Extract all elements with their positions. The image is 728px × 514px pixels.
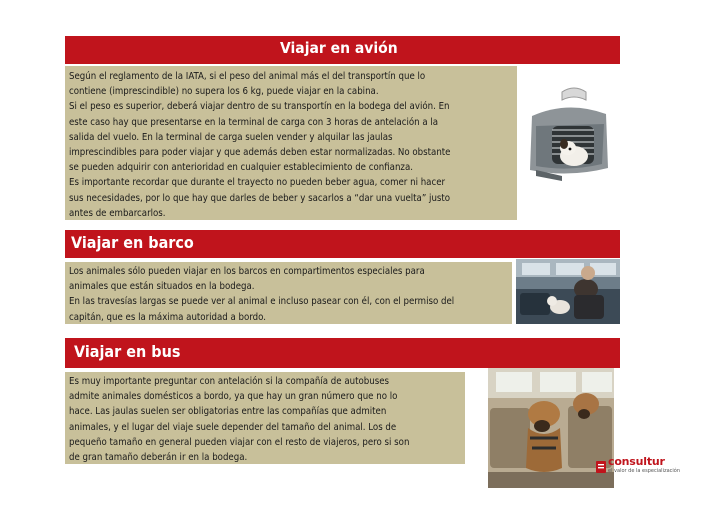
- section-text-barco: [65, 262, 512, 324]
- section-text-avion: [65, 66, 517, 220]
- text-line: hace. Las jaulas suelen ser obligatorias entre las compañías que admiten: [69, 406, 387, 418]
- section-header-avion: [65, 36, 620, 64]
- text-line: este caso hay que presentarse en la terminal de carga con 3 horas de antelación a la: [69, 116, 439, 128]
- text-line: contiene (imprescindible) no supera los 6 kg, puede viajar en la cabina.: [69, 86, 379, 98]
- text-line: imprescindibles para poder viajar y que además deben estar normalizadas. No obstante: [69, 147, 451, 159]
- text-line: En las travesías largas se puede ver al animal e incluso pasear con él, con el permiso del: [69, 296, 455, 308]
- text-line: sus necesidades, por lo que hay que darles de beber y sacarlos a “dar una vuelta” justo: [69, 192, 451, 204]
- consultur-logo: [596, 455, 681, 480]
- logo-name: consultur: [608, 455, 665, 468]
- text-line: animales, y el lugar del viaje suele depender del tamaño del animal. Los de: [69, 421, 397, 433]
- section-header-barco: [65, 230, 620, 258]
- text-line: Según el reglamento de la IATA, si el peso del animal más el del transportín que lo: [69, 71, 426, 82]
- text-line: Es importante recordar que durante el trayecto no pueden beber agua, comer ni hacer: [69, 177, 446, 189]
- text-line: animales que están situados en la bodega.: [69, 281, 255, 293]
- section-header-bus: [65, 338, 620, 368]
- section-text-bus: [65, 372, 465, 464]
- section-title-avion: Viajar en avión: [280, 39, 398, 57]
- text-line: de gran tamaño deberán ir en la bodega.: [69, 452, 248, 464]
- section-title-bus: Viajar en bus: [74, 342, 181, 361]
- text-line: antes de embarcarlos.: [69, 207, 166, 219]
- logo-tagline: el valor de la especialización: [608, 468, 681, 474]
- text-line: Es muy importante preguntar con antelación si la compañía de autobuses: [69, 376, 390, 387]
- text-line: Los animales sólo pueden viajar en los barcos en compartimentos especiales para: [69, 266, 425, 277]
- boat-dog-photo: [516, 259, 620, 324]
- text-line: se pueden adquirir con anterioridad en cualquier establecimiento de confianza.: [69, 162, 413, 174]
- text-line: pequeño tamaño en general pueden viajar con el resto de viajeros, pero si son: [69, 436, 410, 448]
- text-line: Si el peso es superior, deberá viajar dentro de su transportín en la bodega del avión. En: [69, 101, 450, 113]
- pet-carrier-photo: [522, 86, 614, 182]
- text-line: admite animales domésticos a bordo, ya que hay un gran número que no lo: [69, 391, 398, 403]
- text-line: salida del vuelo. En la terminal de carga suelen vender y alquilar las jaulas: [69, 131, 393, 143]
- section-title-barco: Viajar en barco: [71, 233, 194, 252]
- logo-mark-icon: [596, 458, 606, 477]
- text-line: capitán, que es la máxima autoridad a bordo.: [69, 311, 267, 323]
